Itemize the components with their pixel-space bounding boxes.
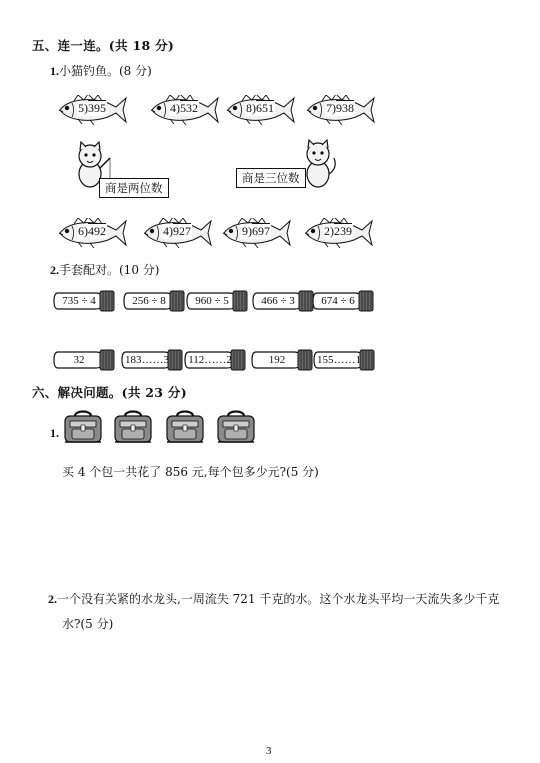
- question-text-line1: 一个没有关紧的水龙头,一周流失 721 千克的水。这个水龙头平均一天流失多少千克: [57, 592, 500, 606]
- division-label: 6)492: [78, 224, 106, 238]
- division-label: 4)927: [163, 224, 191, 238]
- division-label: 2)239: [324, 224, 352, 238]
- question-6-2-line2: 水?(5 分): [62, 617, 114, 631]
- question-5-2-title: [50, 261, 159, 278]
- division-label: 9)697: [242, 224, 270, 238]
- question-text: 手套配对。(10 分): [59, 263, 160, 277]
- division-label: 7)938: [326, 101, 354, 115]
- bag-icon: [215, 408, 257, 446]
- fish-item[interactable]: [218, 95, 298, 125]
- glove-expression[interactable]: 674 ÷ 6: [311, 290, 375, 312]
- question-5-1-title: [50, 62, 152, 79]
- bag-icon: [164, 408, 206, 446]
- question-number: 2.: [50, 263, 59, 277]
- section-5-title: 五、连一连。(共 18 分): [32, 38, 175, 53]
- glove-expression[interactable]: 735 ÷ 4: [52, 290, 116, 312]
- fish-item[interactable]: [214, 218, 294, 248]
- division-label: 4)532: [170, 101, 198, 115]
- division-label: 5)395: [78, 101, 106, 115]
- fish-item[interactable]: [298, 95, 378, 125]
- division-label: 8)651: [246, 101, 274, 115]
- glove-answer[interactable]: 192: [250, 349, 314, 371]
- section-6-title: 六、解决问题。(共 23 分): [32, 385, 187, 400]
- question-6-2: [48, 589, 518, 609]
- glove-answer[interactable]: 112……2: [183, 349, 247, 371]
- question-text: 小猫钓鱼。(8 分): [59, 64, 152, 78]
- question-6-1-number: 1.: [50, 426, 59, 440]
- fish-item[interactable]: [50, 218, 130, 248]
- fish-item[interactable]: [135, 218, 215, 248]
- question-number: 2.: [48, 592, 57, 606]
- fish-item[interactable]: [50, 95, 130, 125]
- bag-icon: [62, 408, 104, 446]
- cat-label-three-digit[interactable]: 商是三位数: [236, 168, 306, 188]
- bag-icon: [112, 408, 154, 446]
- page-number: 3: [266, 745, 272, 757]
- question-6-1-text: 买 4 个包一共花了 856 元,每个包多少元?(5 分): [62, 465, 319, 479]
- glove-answer[interactable]: 32: [52, 349, 116, 371]
- fish-item[interactable]: [296, 218, 376, 248]
- cat-label-two-digit[interactable]: 商是两位数: [99, 178, 169, 198]
- glove-expression[interactable]: 466 ÷ 3: [251, 290, 315, 312]
- question-number: 1.: [50, 64, 59, 78]
- glove-expression[interactable]: 256 ÷ 8: [122, 290, 186, 312]
- glove-answer[interactable]: 183……3: [120, 349, 184, 371]
- glove-expression[interactable]: 960 ÷ 5: [185, 290, 249, 312]
- fish-item[interactable]: [142, 95, 222, 125]
- glove-answer[interactable]: 155……1: [312, 349, 376, 371]
